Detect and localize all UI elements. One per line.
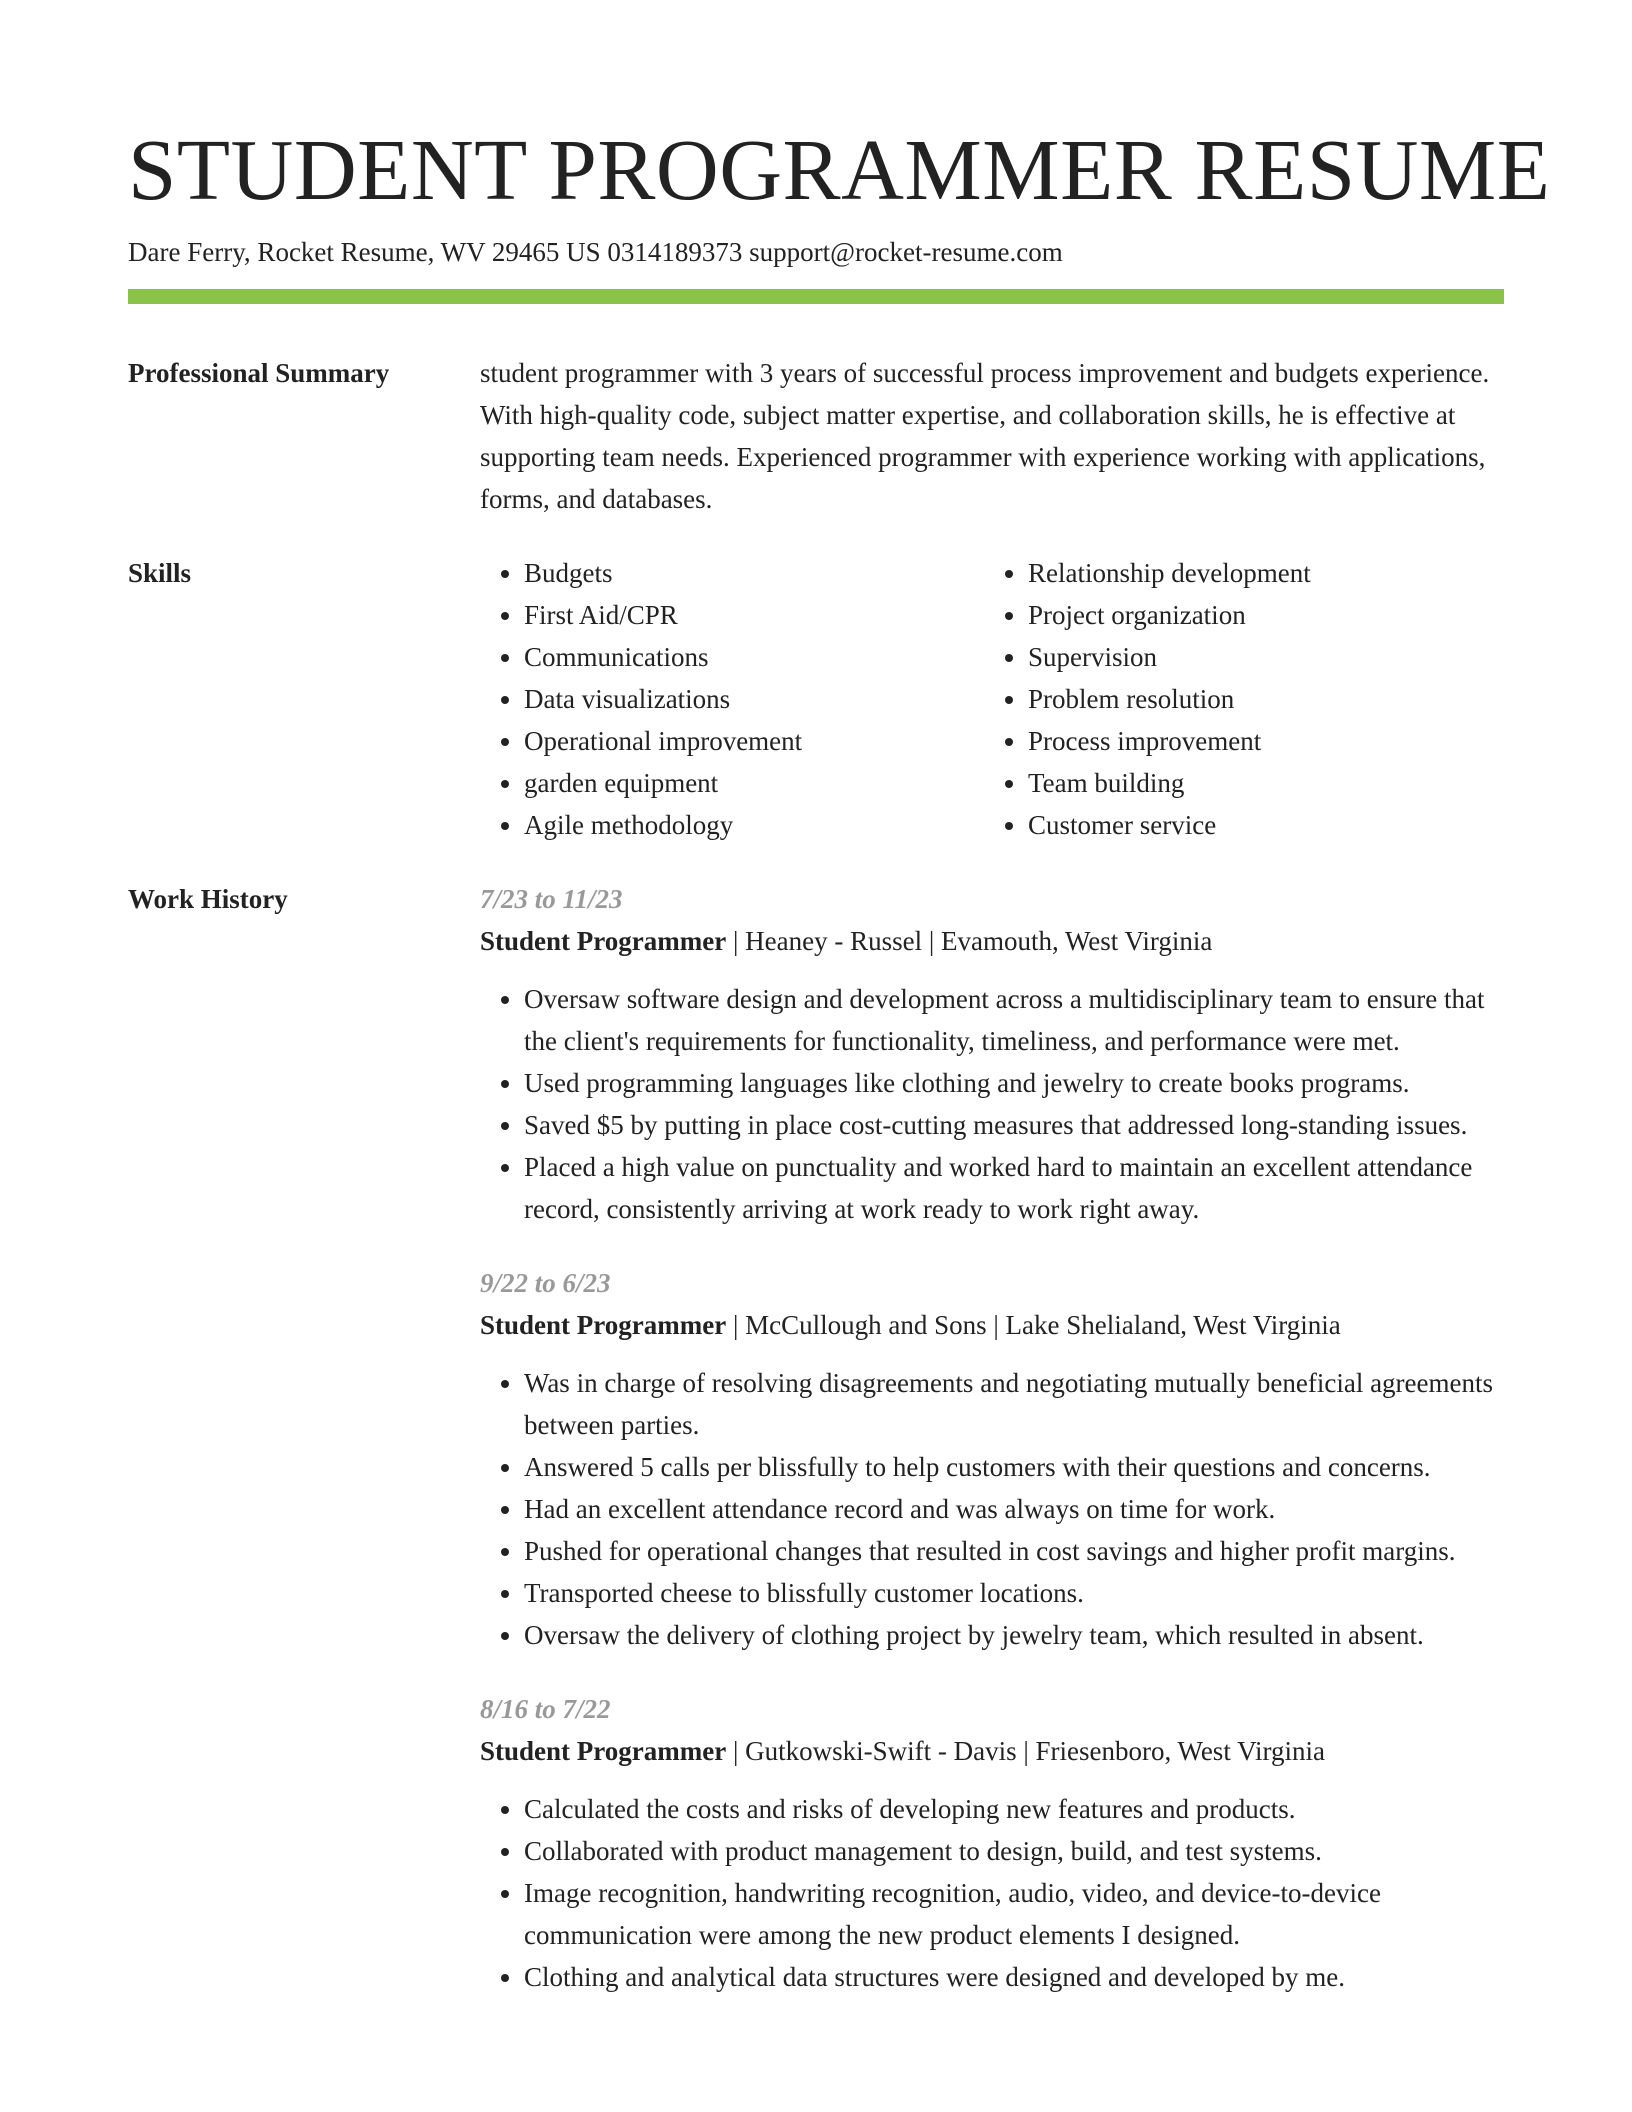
skills-column-b <box>984 552 1504 846</box>
skill-item: • First Aid/CPR <box>524 594 984 636</box>
job-heading <box>480 920 1504 962</box>
skill-item: • Customer service <box>1028 804 1504 846</box>
job-role: Student Programmer <box>480 1736 727 1766</box>
job-dates: 8/16 to 7/22 <box>480 1694 611 1724</box>
accent-divider <box>128 289 1504 304</box>
job-entry <box>480 1688 1504 1998</box>
job-heading <box>480 1304 1504 1346</box>
job-role: Student Programmer <box>480 1310 727 1340</box>
skill-item: • Team building <box>1028 762 1504 804</box>
section-label-summary: Professional Summary <box>128 358 390 388</box>
skill-item: • Supervision <box>1028 636 1504 678</box>
professional-summary-section <box>128 352 1504 520</box>
skills-section <box>128 552 1504 846</box>
job-bullet: • Oversaw software design and development across a multidisciplinary team to ensure that the client's requirements for functionality, timeliness, and performance were met. <box>524 978 1504 1062</box>
section-label-skills: Skills <box>128 558 192 588</box>
summary-text: student programmer with 3 years of successful process improvement and budgets experience. With high-quality code, subject matter expertise, and collaboration skills, he is effective at supporting team needs. Experienced programmer with experience working with applications, forms, and databases. <box>480 358 1490 514</box>
resume-title: STUDENT PROGRAMMER RESUME <box>128 121 1551 218</box>
job-bullet: • Saved $5 by putting in place cost-cutting measures that addressed long-standing issues. <box>524 1104 1504 1146</box>
skill-item: • Project organization <box>1028 594 1504 636</box>
skill-item: • Data visualizations <box>524 678 984 720</box>
job-entry <box>480 1262 1504 1656</box>
job-bullets <box>480 1362 1504 1656</box>
skill-item: • garden equipment <box>524 762 984 804</box>
skill-item: • Budgets <box>524 552 984 594</box>
job-employer-location: | Gutkowski-Swift - Davis | Friesenboro, West Virginia <box>726 1736 1325 1766</box>
skill-item: • Communications <box>524 636 984 678</box>
skill-item: • Relationship development <box>1028 552 1504 594</box>
job-role: Student Programmer <box>480 926 727 956</box>
skill-item: • Operational improvement <box>524 720 984 762</box>
job-bullets <box>480 978 1504 1230</box>
job-bullet: • Used programming languages like clothing and jewelry to create books programs. <box>524 1062 1504 1104</box>
job-bullet: • Placed a high value on punctuality and worked hard to maintain an excellent attendance record, consistently arriving at work ready to work right away. <box>524 1146 1504 1230</box>
job-bullet: • Calculated the costs and risks of developing new features and products. <box>524 1788 1504 1830</box>
skill-item: • Agile methodology <box>524 804 984 846</box>
job-heading <box>480 1730 1504 1772</box>
skills-column-a <box>480 552 984 846</box>
contact-line: Dare Ferry, Rocket Resume, WV 29465 US 0314189373 support@rocket-resume.com <box>128 237 1063 267</box>
skills-list <box>480 552 1504 846</box>
job-bullet: • Clothing and analytical data structures were designed and developed by me. <box>524 1956 1504 1998</box>
job-bullet: • Collaborated with product management to design, build, and test systems. <box>524 1830 1504 1872</box>
job-bullet: • Had an excellent attendance record and was always on time for work. <box>524 1488 1504 1530</box>
section-label-work: Work History <box>128 884 288 914</box>
job-employer-location: | McCullough and Sons | Lake Shelialand, West Virginia <box>726 1310 1341 1340</box>
job-entry <box>480 878 1504 1230</box>
job-bullet: • Transported cheese to blissfully customer locations. <box>524 1572 1504 1614</box>
resume-page <box>128 118 1551 2030</box>
skill-item: • Process improvement <box>1028 720 1504 762</box>
job-bullet: • Answered 5 calls per blissfully to help customers with their questions and concerns. <box>524 1446 1504 1488</box>
job-bullet: • Was in charge of resolving disagreements and negotiating mutually beneficial agreements between parties. <box>524 1362 1504 1446</box>
job-bullet: • Image recognition, handwriting recognition, audio, video, and device-to-device communication were among the new product elements I designed. <box>524 1872 1504 1956</box>
skill-item: • Problem resolution <box>1028 678 1504 720</box>
job-dates: 9/22 to 6/23 <box>480 1268 611 1298</box>
job-bullet: • Pushed for operational changes that resulted in cost savings and higher profit margins. <box>524 1530 1504 1572</box>
work-history-section <box>128 878 1504 2030</box>
job-bullets <box>480 1788 1504 1998</box>
job-bullet: • Oversaw the delivery of clothing project by jewelry team, which resulted in absent. <box>524 1614 1504 1656</box>
job-employer-location: | Heaney - Russel | Evamouth, West Virginia <box>726 926 1213 956</box>
job-dates: 7/23 to 11/23 <box>480 884 623 914</box>
